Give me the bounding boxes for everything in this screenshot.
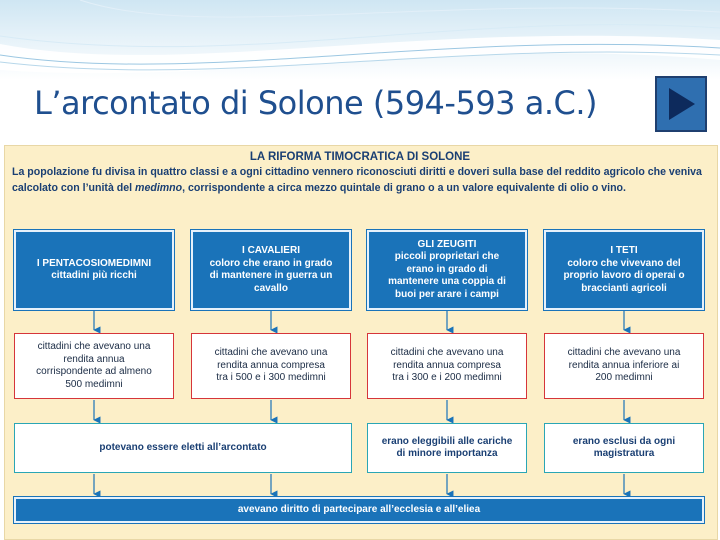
income-box-pentacosiomedimni	[14, 333, 174, 399]
rights-box-arcontato	[14, 423, 352, 473]
header-wave-decoration	[0, 0, 720, 80]
slide-title: L’arcontato di Solone (594-593 a.C.)	[34, 84, 597, 122]
class-name: I PENTACOSIOMEDIMNI	[36, 257, 152, 269]
class-box-zeugiti	[367, 230, 527, 310]
rights-text: potevano essere eletti all’arcontato	[99, 441, 267, 453]
income-text: cittadini che avevano una rendita annua compresa tra i 300 e i 200 medimni	[390, 347, 504, 384]
rights-box-minor-offices	[367, 423, 527, 473]
income-box-cavalieri	[191, 333, 351, 399]
rights-box-excluded	[544, 423, 704, 473]
play-arrow-icon	[669, 88, 695, 120]
class-box-cavalieri	[191, 230, 351, 310]
class-name: I TETI	[610, 245, 638, 256]
intro-text-end: , corrispondente a circa mezzo quintale di grano o a un valore equivalente di olio o vino.	[182, 181, 626, 194]
class-name: GLI ZEUGITI	[417, 238, 477, 250]
income-box-zeugiti	[367, 333, 527, 399]
class-description: coloro che erano in grado di mantenere in guerra un cavallo	[209, 257, 333, 294]
class-box-pentacosiomedimni	[14, 230, 174, 310]
intro-text-start: La popolazione fu divisa in quattro classi e a ogni cittadino vennero riconosciuti diritti e doveri sulla base del reddito agricolo che veniva calcolato con l’unità del	[12, 166, 702, 194]
class-description: cittadini più ricchi	[51, 270, 137, 281]
rights-box-ecclesia-eliea	[14, 497, 704, 523]
class-description: piccoli proprietari che erano in grado di mantenere una coppia di buoi per arare i campi	[388, 251, 506, 300]
income-text: cittadini che avevano una rendita annua corrispondente ad almeno 500 medimni	[36, 341, 152, 390]
class-name: I CAVALIERI	[242, 245, 300, 256]
panel-intro	[12, 165, 712, 196]
rights-text: erano esclusi da ogni magistratura	[572, 435, 676, 459]
class-box-teti	[544, 230, 704, 310]
next-slide-button[interactable]	[655, 76, 707, 132]
intro-unit-term: medimno	[135, 181, 183, 194]
rights-text: erano eleggibili alle cariche di minore importanza	[381, 435, 513, 459]
income-text: cittadini che avevano una rendita annua compresa tra i 500 e i 300 medimni	[214, 347, 328, 384]
panel-title: LA RIFORMA TIMOCRATICA DI SOLONE	[249, 151, 471, 163]
class-description: coloro che vivevano del proprio lavoro di operai o braccianti agricoli	[563, 257, 685, 294]
income-box-teti	[544, 333, 704, 399]
income-text: cittadini che avevano una rendita annua inferiore ai 200 medimni	[567, 347, 681, 384]
rights-text: avevano diritto di partecipare all’ecclesia e all’eliea	[237, 503, 481, 515]
